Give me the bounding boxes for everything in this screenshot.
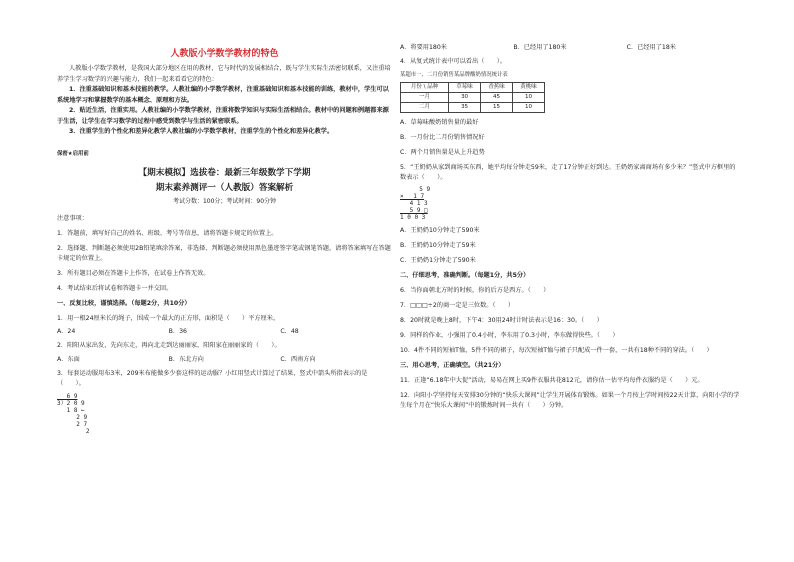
calc-line: 6 9 <box>57 392 78 400</box>
question-4-option-b: B．一月份比二月份销售情况好 <box>400 133 485 141</box>
question-1: 1．用一根24厘米长的绳子，围成一个最大的正方形，面积是（ ）平方厘米。 <box>57 314 280 322</box>
table-header-cell: 香蕉味 <box>481 82 513 92</box>
right-column <box>400 44 740 411</box>
option: A．将要用180米 <box>400 44 447 51</box>
sales-table <box>400 82 545 113</box>
multiplication-calculation <box>400 186 740 221</box>
question-12: 12．向阳小学坚持每天安排30分钟的“快乐大课间”让学生开展体育锻炼。如果一个月按上学时间按22天计算，向阳小学的学生每个月在“快乐大课间”中的锻炼时间一共有（ ）分钟。 <box>400 391 740 409</box>
question-5-option-b: B．王奶奶10分钟走了59米 <box>400 241 476 249</box>
calc-line: 4 1 3 <box>400 199 428 207</box>
option: C．已经用了18米 <box>626 44 676 51</box>
table-cell: 二月 <box>401 102 449 112</box>
option: B．已经用了180米 <box>513 44 567 51</box>
calc-line: 2 9 <box>57 413 88 421</box>
question-2: 2．阳阳从家出发，先向东走，再向北走到达丽丽家，阳阳家在丽丽家的（ ）。 <box>57 342 281 349</box>
option: B．36 <box>168 328 187 335</box>
option: A．东面 <box>57 355 80 363</box>
question-9: 9．同样的作业，小强用了0.4小时，李东用了0.3小时，李东做得快些。（ ） <box>400 331 619 339</box>
notice-3: 3．所有题目必须在答题卡上作答，在试卷上作答无效。 <box>57 269 210 277</box>
notice-4: 4．考试结束后将试卷和答题卡一并交回。 <box>57 284 173 292</box>
question-8: 8．20时就是晚上8时，下午4：30用24时计时法表示是16：30。（ ） <box>400 316 603 324</box>
table-cell: 15 <box>481 102 513 112</box>
question-11: 11．正逢“6.18年中大促”活动，易易在网上买9件衣服共花812元，请你估一估平均每件衣服约是（ ）元。 <box>400 376 704 384</box>
calc-line: 1 8 ← <box>57 406 85 414</box>
table-header-cell: 草莓味 <box>449 82 481 92</box>
confidential-note: 保密★启用前 <box>57 150 89 157</box>
left-column <box>57 40 392 435</box>
division-calculation <box>57 393 392 435</box>
notice-1: 1．答题前，填写好自己的姓名、班级、考号等信息，请将答题卡规定的位置上。 <box>57 229 278 237</box>
table-title: 某超市一、二月份销售某品牌酸奶情况统计表 <box>400 71 508 78</box>
calc-line: 1 0 0 3 <box>400 213 426 221</box>
question-6: 6．当你面朝北方时的时候，你的后方是西方。（ ） <box>400 286 550 294</box>
table-cell: 一月 <box>401 92 449 102</box>
exam-title: 【期末模拟】选拔卷：最新三年级数学下学期 <box>138 167 311 178</box>
table-cell: 45 <box>481 92 513 102</box>
table-cell: 10 <box>513 102 545 112</box>
feature-1: 1．注重基础知识和基本技能的教学。人教社编的小学数学教材，注重基础知识和基本技能的训练，教材中，学生可以系统地学习和掌握数学的基本概念、原理和方法。 <box>57 86 389 104</box>
intro-paragraph: 人教版小学数学教材，是我国大部分地区在用的教材，它与时代的发展相结合，既与学生实际生活密切联系，又注重培养学生学习数学的兴趣与能力，我们一起来看看它的特色： <box>57 65 391 83</box>
question-5-option-c: C．王奶奶1分钟走了590米 <box>400 256 476 264</box>
calc-line: 2 <box>57 427 90 435</box>
question-4: 4．从复式统计表中可以看出（ ）。 <box>400 58 507 65</box>
table-cell: 10 <box>513 92 545 102</box>
table-row <box>401 102 545 112</box>
question-5: 5．“王奶奶从家到商场买东西，她平均每分钟走59米，走了17分钟正好到达。王奶奶家离商场有多少米？”竖式中方框里的数表示（ ）。 <box>400 163 736 181</box>
table-cell: 35 <box>449 102 481 112</box>
question-3: 3．每套运动服用布3米，209米布能做多少套这样的运动服？小红用竖式计算过了结果，竖式中箭头所指表示的是（ ）。 <box>57 369 368 387</box>
question-1-options <box>57 328 392 336</box>
question-4-option-a: A．草莓味酸奶销售量的最好 <box>400 118 479 126</box>
question-10: 10．4件不同的短袖T恤，5件不同的裙子，每次短袖T恤与裙子只配成一件一套，一共有18种不同的穿法。（ ） <box>400 346 713 354</box>
calc-line: 2 7 <box>57 420 88 428</box>
section-2-heading: 二、仔细思考，准确判断。（每题1分，共5分） <box>400 271 530 279</box>
feature-3: 3．注重学生的个性化和差异化教学人教社编的小学数学教材，注重学生的个性化和差异化教学。 <box>69 128 334 135</box>
feature-2: 2．贴近生活，注重实用。人教社编的小学数学教材，注重将数学知识与实际生活相结合。教材中的问题和例题都来源于生活，让学生在学习数学的过程中感受到数学与生活的紧密联系。 <box>57 107 389 125</box>
option: A．24 <box>57 328 76 335</box>
question-4-option-c: C．两个月销售量是从上升趋势 <box>400 148 485 156</box>
option: C．西南方向 <box>280 355 316 363</box>
question-2-options <box>57 356 392 364</box>
question-5-option-a: A．王奶奶10分钟走了590米 <box>400 226 480 234</box>
table-header-row <box>401 82 545 92</box>
calc-line: 5 9 □ <box>400 206 428 214</box>
table-header-cell: 黄桃味 <box>513 82 545 92</box>
calc-line: 3）2 0 9 <box>57 399 85 407</box>
section-3-heading: 三、用心思考，正确填空。（共21分） <box>400 361 505 369</box>
notice-title: 注意事项： <box>57 214 88 222</box>
table-header-cell: 月份 \ 品种 <box>401 82 449 92</box>
table-row <box>401 92 545 102</box>
notice-2: 2．选择题、判断题必须使用2B铅笔填涂答案，非选择、判断题必须使用黑色墨迹签字笔或钢笔答题，请将答案填写在答题卡规定的位置上。 <box>57 244 391 262</box>
feature-title: 人教版小学数学教材的特色 <box>170 49 279 59</box>
table-cell: 30 <box>449 92 481 102</box>
calc-line: 5 9 <box>400 185 431 193</box>
option: C．48 <box>280 328 299 335</box>
calc-line: × 1 7 <box>400 192 425 200</box>
question-7: 7．□□□÷2的商一定是三位数。（ ） <box>400 301 515 309</box>
previous-question-options <box>400 44 740 52</box>
section-1-heading: 一、反复比较，谨慎选择。（每题2分，共10分） <box>57 299 191 307</box>
exam-subtitle: 期末素养测评一（人教版）答案解析 <box>155 182 294 193</box>
exam-meta: 考试分数：100分；考试时间：90分钟 <box>172 197 277 205</box>
option: B．东北方向 <box>168 355 204 363</box>
